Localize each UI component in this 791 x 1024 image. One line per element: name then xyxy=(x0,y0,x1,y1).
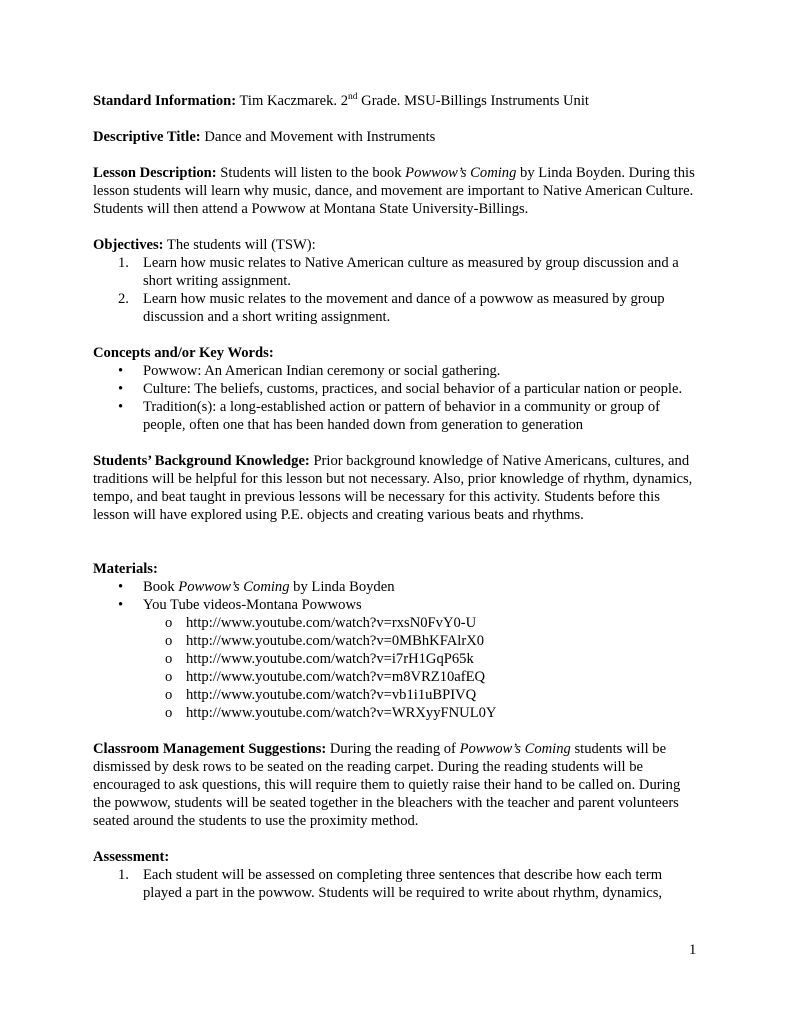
classroom-text-1: During the reading of xyxy=(326,741,460,757)
page-number: 1 xyxy=(689,942,697,958)
concept-item xyxy=(93,380,699,398)
video-link-text[interactable]: http://www.youtube.com/watch?v=rxsN0FvY0-U xyxy=(186,615,477,631)
classroom-management xyxy=(93,740,699,830)
objective-number: 1. xyxy=(118,255,129,271)
standard-information xyxy=(93,92,699,110)
objective-text: Learn how music relates to Native American culture as measured by group discussion and a short writing assignment. xyxy=(143,255,679,289)
material-text: You Tube videos-Montana Powwows xyxy=(143,597,362,613)
concepts-list xyxy=(93,362,699,434)
concept-item xyxy=(93,398,699,434)
video-link[interactable] xyxy=(93,704,699,722)
materials-section xyxy=(93,560,699,722)
concept-text: Powwow: An American Indian ceremony or social gathering. xyxy=(143,363,501,379)
background-text: Prior background knowledge of Native Americans, cultures, and traditions will be helpful for this lesson but not necessary. Also, prior knowledge of rhythm, dynamics, tempo, and beat taught in previous lessons will be necessary for this activity. Students before this lesson will have explored using P.E. objects and creating various beats and rhythms. xyxy=(93,453,693,523)
lesson-book-title: Powwow’s Coming xyxy=(405,165,517,181)
bullet-icon: • xyxy=(118,597,124,613)
video-link[interactable] xyxy=(93,668,699,686)
circle-bullet-icon: o xyxy=(165,669,173,685)
video-link-text[interactable]: http://www.youtube.com/watch?v=m8VRZ10afEQ xyxy=(186,669,486,685)
video-link[interactable] xyxy=(93,686,699,704)
bullet-icon: • xyxy=(118,363,124,379)
objectives-section xyxy=(93,236,699,326)
circle-bullet-icon: o xyxy=(165,633,173,649)
assessment-section xyxy=(93,848,699,902)
standard-text: Tim Kaczmarek. 2 xyxy=(236,93,348,109)
video-link[interactable] xyxy=(93,632,699,650)
circle-bullet-icon: o xyxy=(165,651,173,667)
bullet-icon: • xyxy=(118,381,124,397)
standard-label: Standard Information: xyxy=(93,93,237,109)
circle-bullet-icon: o xyxy=(165,687,173,703)
objective-text: Learn how music relates to the movement and dance of a powwow as measured by group discussion and a short writing assignment. xyxy=(143,291,665,325)
descriptive-text: Dance and Movement with Instruments xyxy=(200,129,436,145)
assessment-number: 1. xyxy=(118,867,129,883)
classroom-label: Classroom Management Suggestions: xyxy=(93,741,327,757)
objective-item xyxy=(93,254,699,290)
video-link-text[interactable]: http://www.youtube.com/watch?v=i7rH1GqP65k xyxy=(186,651,474,667)
descriptive-title xyxy=(93,128,699,146)
lesson-label: Lesson Description: xyxy=(93,165,217,181)
materials-list xyxy=(93,578,699,722)
classroom-book-title: Powwow’s Coming xyxy=(459,741,571,757)
document-page xyxy=(93,92,699,902)
bullet-icon: • xyxy=(118,399,124,415)
objective-number: 2. xyxy=(118,291,129,307)
background-knowledge xyxy=(93,452,699,524)
video-link-text[interactable]: http://www.youtube.com/watch?v=0MBhKFAlrX0 xyxy=(186,633,485,649)
materials-heading xyxy=(93,560,699,578)
objectives-list xyxy=(93,254,699,326)
concept-text: Tradition(s): a long-established action or pattern of behavior in a community or group of people, often one that has been handed down from generation to generation xyxy=(143,399,661,433)
assessment-label: Assessment: xyxy=(93,849,170,865)
lesson-description xyxy=(93,164,699,218)
lesson-text-1: Students will listen to the book xyxy=(216,165,406,181)
assessment-heading xyxy=(93,848,699,866)
material-book-title: Powwow’s Coming xyxy=(178,579,290,595)
material-item xyxy=(93,596,699,614)
assessment-text: Each student will be assessed on completing three sentences that describe how each term played a part in the powwow. Students will be required to write about rhythm, dynamics, xyxy=(143,867,663,901)
objectives-text: The students will (TSW): xyxy=(163,237,316,253)
material-item xyxy=(93,578,699,596)
video-link[interactable] xyxy=(93,614,699,632)
circle-bullet-icon: o xyxy=(165,705,173,721)
classroom-text-2: students will be dismissed by desk rows to be seated on the reading carpet. During the reading students will be encouraged to ask questions, this will require them to quietly raise their hand to be called on. During the powwow, students will be seated together in the bleachers with the teacher and parent volunteers seated around the students to use the proximity method. xyxy=(93,741,681,829)
concepts-heading xyxy=(93,344,699,362)
bullet-icon: • xyxy=(118,579,124,595)
standard-sup: nd xyxy=(348,92,358,103)
concept-text: Culture: The beliefs, customs, practices, and social behavior of a particular nation or people. xyxy=(143,381,683,397)
concepts-section xyxy=(93,344,699,434)
concept-item xyxy=(93,362,699,380)
background-label: Students’ Background Knowledge: xyxy=(93,453,310,469)
concepts-label: Concepts and/or Key Words: xyxy=(93,345,274,361)
objectives-heading xyxy=(93,236,699,254)
objectives-label: Objectives: xyxy=(93,237,164,253)
circle-bullet-icon: o xyxy=(165,615,173,631)
materials-label: Materials: xyxy=(93,561,158,577)
assessment-item xyxy=(93,866,699,902)
standard-text-post: Grade. MSU-Billings Instruments Unit xyxy=(357,93,589,109)
video-link-text[interactable]: http://www.youtube.com/watch?v=vb1i1uBPIVQ xyxy=(186,687,477,703)
material-text: Book xyxy=(143,579,179,595)
lesson-text-2: by Linda Boyden. During this lesson students will learn why music, dance, and movement are important to Native American Culture. Students will then attend a Powwow at Montana State University-Billings. xyxy=(93,165,695,217)
assessment-list xyxy=(93,866,699,902)
video-link[interactable] xyxy=(93,650,699,668)
objective-item xyxy=(93,290,699,326)
video-link-text[interactable]: http://www.youtube.com/watch?v=WRXyyFNUL0Y xyxy=(186,705,497,721)
material-text-post: by Linda Boyden xyxy=(289,579,395,595)
descriptive-label: Descriptive Title: xyxy=(93,129,201,145)
